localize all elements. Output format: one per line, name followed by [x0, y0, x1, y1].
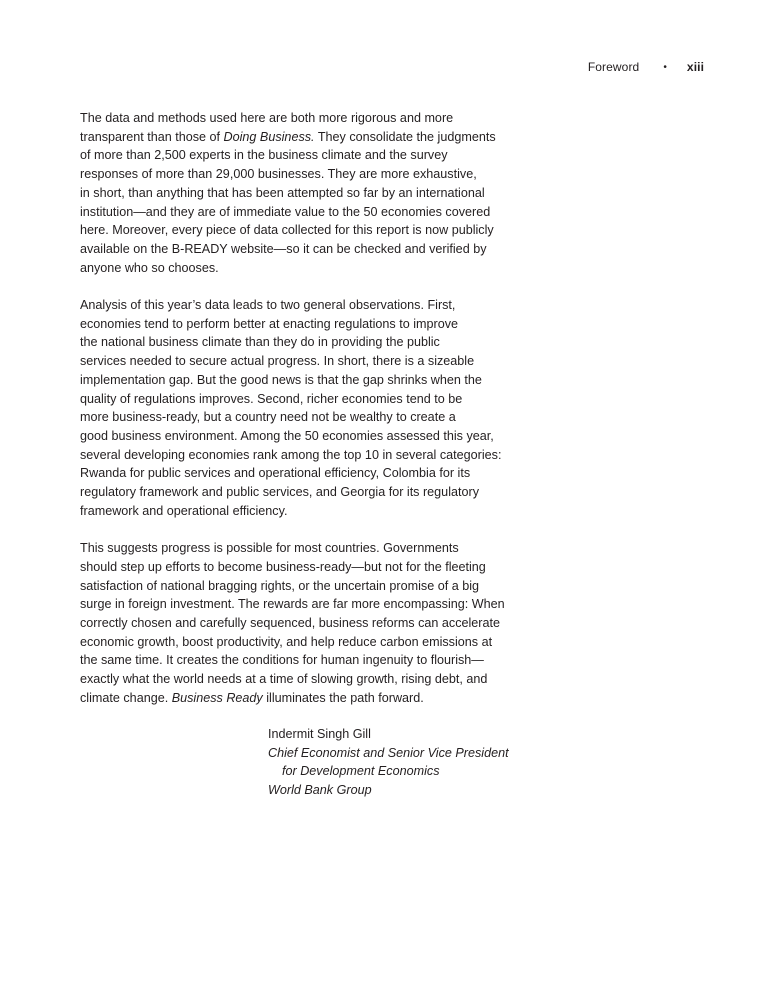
page-number: xiii — [686, 60, 704, 74]
text-segment: the national business climate than they do in providing the public — [80, 335, 440, 350]
text-line — [80, 614, 528, 633]
running-head-section: Foreword — [587, 60, 640, 74]
text-segment: The data and methods used here are both more rigorous and more — [80, 111, 454, 125]
text-segment: more business-ready, but a country need not be wealthy to create a — [80, 410, 456, 425]
text-segment: climate change. — [80, 690, 172, 705]
text-segment: available on the B-READY website—so it can be checked and verified by — [80, 241, 487, 256]
text-line — [80, 651, 528, 670]
text-line — [80, 165, 528, 184]
signatory-title-continued: for Development Economics — [282, 764, 440, 779]
text-segment: quality of regulations improves. Second, richer economies tend to be — [80, 391, 463, 406]
text-line — [80, 296, 528, 315]
text-line — [80, 203, 528, 222]
italic-title: Business Ready — [171, 690, 263, 705]
text-line — [80, 109, 528, 128]
signature-block — [268, 725, 509, 800]
text-segment: implementation gap. But the good news is that the gap shrinks when the — [80, 372, 482, 387]
paragraph — [80, 539, 528, 707]
text-segment: in short, than anything that has been attempted so far by an international — [80, 185, 485, 200]
running-head — [588, 60, 704, 74]
text-segment: institution—and they are of immediate value to the 50 economies covered — [80, 204, 491, 219]
text-line — [80, 408, 528, 427]
text-line — [80, 577, 528, 596]
text-line — [80, 315, 528, 334]
text-line — [80, 352, 528, 371]
running-head-bullet: • — [663, 61, 667, 73]
text-segment: correctly chosen and carefully sequenced, business reforms can accelerate — [80, 615, 501, 630]
text-line — [80, 539, 528, 558]
text-line — [80, 446, 528, 465]
text-segment: Rwanda for public services and operational efficiency, Colombia for its — [80, 466, 471, 481]
text-line — [80, 146, 528, 165]
text-line — [80, 128, 528, 147]
text-segment: transparent than those of — [80, 129, 224, 144]
text-line — [80, 558, 528, 577]
text-line — [80, 595, 528, 614]
text-segment: here. Moreover, every piece of data collected for this report is now publicly — [80, 223, 494, 238]
text-segment: Analysis of this year’s data leads to two general observations. First, — [80, 298, 456, 313]
text-segment: regulatory framework and public services, and Georgia for its regulatory — [80, 485, 479, 500]
text-segment: exactly what the world needs at a time of slowing growth, rising debt, and — [80, 672, 488, 687]
italic-title: Doing Business. — [223, 129, 315, 144]
foreword-body — [80, 109, 528, 726]
text-line — [80, 221, 528, 240]
text-segment: services needed to secure actual progress. In short, there is a sizeable — [80, 354, 475, 369]
text-line — [80, 371, 528, 390]
text-line — [80, 333, 528, 352]
text-segment: good business environment. Among the 50 economies assessed this year, — [80, 428, 494, 443]
text-segment: satisfaction of national bragging rights, or the uncertain promise of a big — [80, 578, 480, 593]
text-segment: responses of more than 29,000 businesses. They are more exhaustive, — [80, 167, 477, 182]
text-line — [80, 689, 528, 708]
text-line — [80, 240, 528, 259]
text-segment: framework and operational efficiency. — [80, 503, 288, 518]
text-segment: economies tend to perform better at enacting regulations to improve — [80, 316, 459, 331]
text-line — [80, 427, 528, 446]
signatory-title: Chief Economist and Senior Vice President — [268, 745, 509, 760]
text-line — [80, 390, 528, 409]
signatory-name: Indermit Singh Gill — [268, 727, 371, 741]
text-segment: This suggests progress is possible for most countries. Governments — [80, 541, 459, 556]
text-segment: surge in foreign investment. The rewards are far more encompassing: When — [80, 597, 505, 612]
text-segment: the same time. It creates the conditions for human ingenuity to flourish— — [80, 653, 484, 668]
paragraph — [80, 109, 528, 277]
text-line — [80, 670, 528, 689]
text-segment: should step up efforts to become business-ready—but not for the fleeting — [80, 559, 486, 574]
text-line — [80, 259, 528, 278]
text-segment: economic growth, boost productivity, and help reduce carbon emissions at — [80, 634, 493, 649]
text-segment: illuminates the path forward. — [262, 690, 424, 705]
paragraph — [80, 296, 528, 520]
text-segment: anyone who so chooses. — [80, 260, 219, 275]
text-line — [80, 184, 528, 203]
text-line — [80, 464, 528, 483]
text-line — [80, 502, 528, 521]
text-segment: several developing economies rank among the top 10 in several categories: — [80, 447, 502, 462]
text-segment: of more than 2,500 experts in the business climate and the survey — [80, 148, 448, 163]
text-segment: They consolidate the judgments — [314, 129, 496, 144]
text-line — [80, 633, 528, 652]
text-line — [80, 483, 528, 502]
signatory-organization: World Bank Group — [268, 783, 372, 798]
